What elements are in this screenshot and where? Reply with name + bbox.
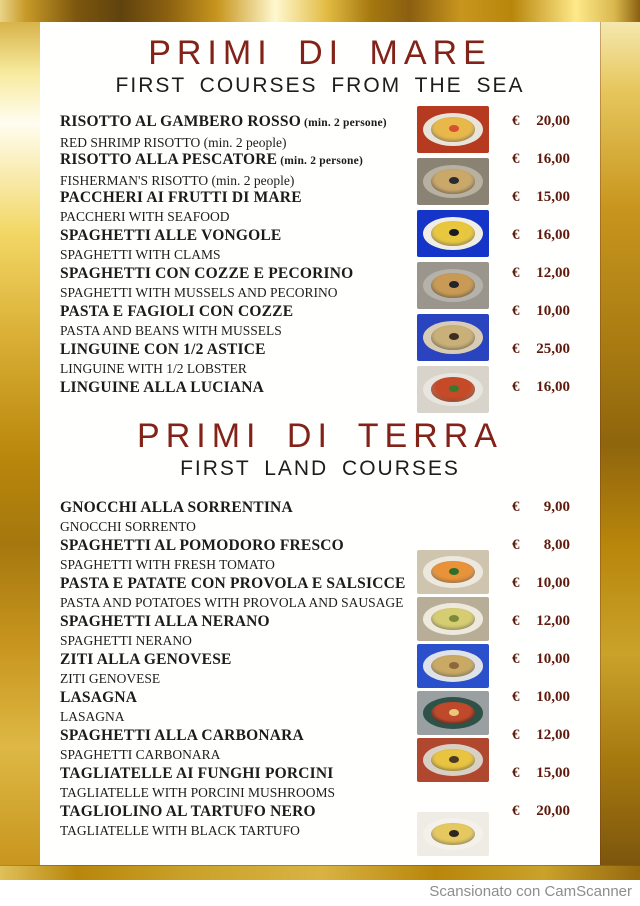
garnish-dot — [449, 333, 459, 340]
euro-symbol: € — [512, 727, 520, 743]
garnish-dot — [449, 385, 459, 392]
photo-spaghetti-al-pomodoro-fresco — [417, 550, 489, 594]
photo-spaghetti-alla-nerano — [417, 597, 489, 641]
price-value: 12,00 — [536, 727, 570, 743]
euro-symbol: € — [512, 189, 520, 205]
menu-item-row — [60, 378, 600, 416]
menu-item-row — [60, 688, 600, 726]
price-value: 16,00 — [536, 379, 570, 395]
item-name: SPAGHETTI ALLA CARBONARA — [60, 727, 304, 744]
menu-item-row — [60, 302, 600, 340]
euro-symbol: € — [512, 227, 520, 243]
item-price — [512, 536, 570, 555]
item-price — [512, 112, 570, 131]
gold-frame-right — [600, 22, 640, 865]
garnish-dot — [449, 662, 459, 669]
menu-item-row — [60, 612, 600, 650]
garnish-dot — [449, 756, 459, 763]
item-price — [512, 150, 570, 169]
menu-item-row — [60, 650, 600, 688]
menu-list-mare — [40, 112, 600, 416]
camscanner-watermark: Scansionato con CamScanner — [0, 880, 640, 906]
item-price — [512, 650, 570, 669]
item-price — [512, 574, 570, 593]
price-value: 16,00 — [536, 151, 570, 167]
price-value: 12,00 — [536, 265, 570, 281]
item-subtitle: LASAGNA — [60, 709, 125, 724]
item-subtitle: SPAGHETTI NERANO — [60, 633, 192, 648]
item-subtitle: TAGLIATELLE WITH BLACK TARTUFO — [60, 823, 300, 838]
item-name: RISOTTO ALLA PESCATORE (min. 2 persone) — [60, 151, 363, 168]
photo-risotto-al-gambero-rosso — [417, 106, 489, 153]
gold-frame-top — [0, 0, 640, 23]
item-subtitle: TAGLIATELLE WITH PORCINI MUSHROOMS — [60, 785, 336, 800]
garnish-dot — [449, 615, 459, 622]
euro-symbol: € — [512, 575, 520, 591]
price-value: 12,00 — [536, 613, 570, 629]
item-name: LINGUINE ALLA LUCIANA — [60, 379, 265, 396]
garnish-dot — [449, 125, 459, 132]
euro-symbol: € — [512, 265, 520, 281]
price-value: 20,00 — [536, 113, 570, 129]
item-name: TAGLIOLINO AL TARTUFO NERO — [60, 803, 316, 820]
garnish-dot — [449, 229, 459, 236]
section-primi-di-terra — [40, 418, 600, 840]
garnish-dot — [449, 709, 459, 716]
price-value: 8,00 — [543, 537, 570, 553]
item-price — [512, 264, 570, 283]
euro-symbol: € — [512, 537, 520, 553]
item-name: GNOCCHI ALLA SORRENTINA — [60, 499, 293, 516]
item-subtitle: RED SHRIMP RISOTTO (min. 2 people) — [60, 135, 287, 150]
menu-item-row — [60, 264, 600, 302]
euro-symbol: € — [512, 689, 520, 705]
garnish-dot — [449, 281, 459, 288]
menu-item-row — [60, 188, 600, 226]
photo-tagliolino-al-tartufo-nero — [417, 812, 489, 856]
photo-ziti-alla-genovese — [417, 644, 489, 688]
item-price — [512, 612, 570, 631]
item-price — [512, 340, 570, 359]
garnish-dot — [449, 177, 459, 184]
item-name: SPAGHETTI ALLE VONGOLE — [60, 227, 282, 244]
price-value: 10,00 — [536, 303, 570, 319]
item-price — [512, 302, 570, 321]
item-price — [512, 498, 570, 517]
item-name: PASTA E FAGIOLI CON COZZE — [60, 303, 294, 320]
item-note: (min. 2 persone) — [277, 155, 363, 167]
item-subtitle: PACCHERI WITH SEAFOOD — [60, 209, 230, 224]
item-price — [512, 188, 570, 207]
section-subtitle-terra: FIRST LAND COURSES — [180, 457, 460, 480]
euro-symbol: € — [512, 379, 520, 395]
item-subtitle: GNOCCHI SORRENTO — [60, 519, 196, 534]
photo-spaghetti-con-cozze-e-pecorino — [417, 262, 489, 309]
item-subtitle: FISHERMAN'S RISOTTO (min. 2 people) — [60, 173, 295, 188]
price-value: 25,00 — [536, 341, 570, 357]
item-price — [512, 726, 570, 745]
menu-list-terra — [40, 498, 600, 840]
euro-symbol: € — [512, 303, 520, 319]
euro-symbol: € — [512, 803, 520, 819]
price-value: 15,00 — [536, 765, 570, 781]
photo-linguine-alla-luciana — [417, 366, 489, 413]
section-subtitle-mare: FIRST COURSES FROM THE SEA — [115, 74, 525, 97]
menu-item-row — [60, 112, 600, 150]
item-note: (min. 2 persone) — [300, 117, 387, 129]
menu-item-row — [60, 340, 600, 378]
section-primi-di-mare — [40, 35, 600, 416]
item-subtitle: SPAGHETTI WITH FRESH TOMATO — [60, 557, 275, 572]
photo-spaghetti-alla-carbonara — [417, 738, 489, 782]
item-price — [512, 802, 570, 821]
price-value: 10,00 — [536, 651, 570, 667]
garnish-dot — [449, 568, 459, 575]
photo-strip-terra — [417, 550, 489, 859]
menu-item-row — [60, 150, 600, 188]
item-name: SPAGHETTI ALLA NERANO — [60, 613, 270, 630]
item-subtitle: SPAGHETTI WITH MUSSELS AND PECORINO — [60, 285, 338, 300]
item-subtitle: ZITI GENOVESE — [60, 671, 161, 686]
menu-item-row — [60, 574, 600, 612]
menu-sheet — [40, 22, 600, 865]
section-title-terra: PRIMI DI TERRA — [137, 417, 503, 455]
menu-item-row — [60, 498, 600, 536]
euro-symbol: € — [512, 341, 520, 357]
gold-frame-bottom — [0, 865, 640, 881]
item-subtitle: PASTA AND POTATOES WITH PROVOLA AND SAUSAGE — [60, 595, 404, 610]
item-name: RISOTTO AL GAMBERO ROSSO (min. 2 persone) — [60, 113, 387, 130]
gold-frame-left — [0, 22, 40, 865]
euro-symbol: € — [512, 499, 520, 515]
menu-item-row — [60, 764, 600, 802]
item-name: SPAGHETTI CON COZZE E PECORINO — [60, 265, 354, 282]
item-subtitle: LINGUINE WITH 1/2 LOBSTER — [60, 361, 247, 376]
price-value: 16,00 — [536, 227, 570, 243]
price-value: 15,00 — [536, 189, 570, 205]
item-name: TAGLIATELLE AI FUNGHI PORCINI — [60, 765, 334, 782]
price-value: 9,00 — [543, 499, 570, 515]
item-price — [512, 688, 570, 707]
item-price — [512, 378, 570, 397]
item-subtitle: PASTA AND BEANS WITH MUSSELS — [60, 323, 282, 338]
item-name: SPAGHETTI AL POMODORO FRESCO — [60, 537, 344, 554]
item-name: PASTA E PATATE CON PROVOLA E SALSICCE — [60, 575, 406, 592]
item-name: LINGUINE CON 1/2 ASTICE — [60, 341, 266, 358]
photo-strip-mare — [417, 106, 489, 418]
euro-symbol: € — [512, 765, 520, 781]
photo-pasta-e-fagioli-con-cozze — [417, 314, 489, 361]
menu-item-row — [60, 726, 600, 764]
price-value: 10,00 — [536, 689, 570, 705]
euro-symbol: € — [512, 651, 520, 667]
menu-item-row — [60, 536, 600, 574]
photo-lasagna — [417, 691, 489, 735]
section-title-mare: PRIMI DI MARE — [148, 34, 492, 72]
menu-item-row — [60, 802, 600, 840]
menu-item-row — [60, 226, 600, 264]
item-subtitle: SPAGHETTI WITH CLAMS — [60, 247, 221, 262]
item-name: ZITI ALLA GENOVESE — [60, 651, 232, 668]
item-name: LASAGNA — [60, 689, 138, 706]
item-price — [512, 764, 570, 783]
price-value: 10,00 — [536, 575, 570, 591]
item-price — [512, 226, 570, 245]
euro-symbol: € — [512, 151, 520, 167]
euro-symbol: € — [512, 613, 520, 629]
photo-spaghetti-alle-vongole — [417, 210, 489, 257]
photo-risotto-alla-pescatore — [417, 158, 489, 205]
euro-symbol: € — [512, 113, 520, 129]
garnish-dot — [449, 830, 459, 837]
price-value: 20,00 — [536, 803, 570, 819]
item-subtitle: SPAGHETTI CARBONARA — [60, 747, 221, 762]
item-name: PACCHERI AI FRUTTI DI MARE — [60, 189, 302, 206]
